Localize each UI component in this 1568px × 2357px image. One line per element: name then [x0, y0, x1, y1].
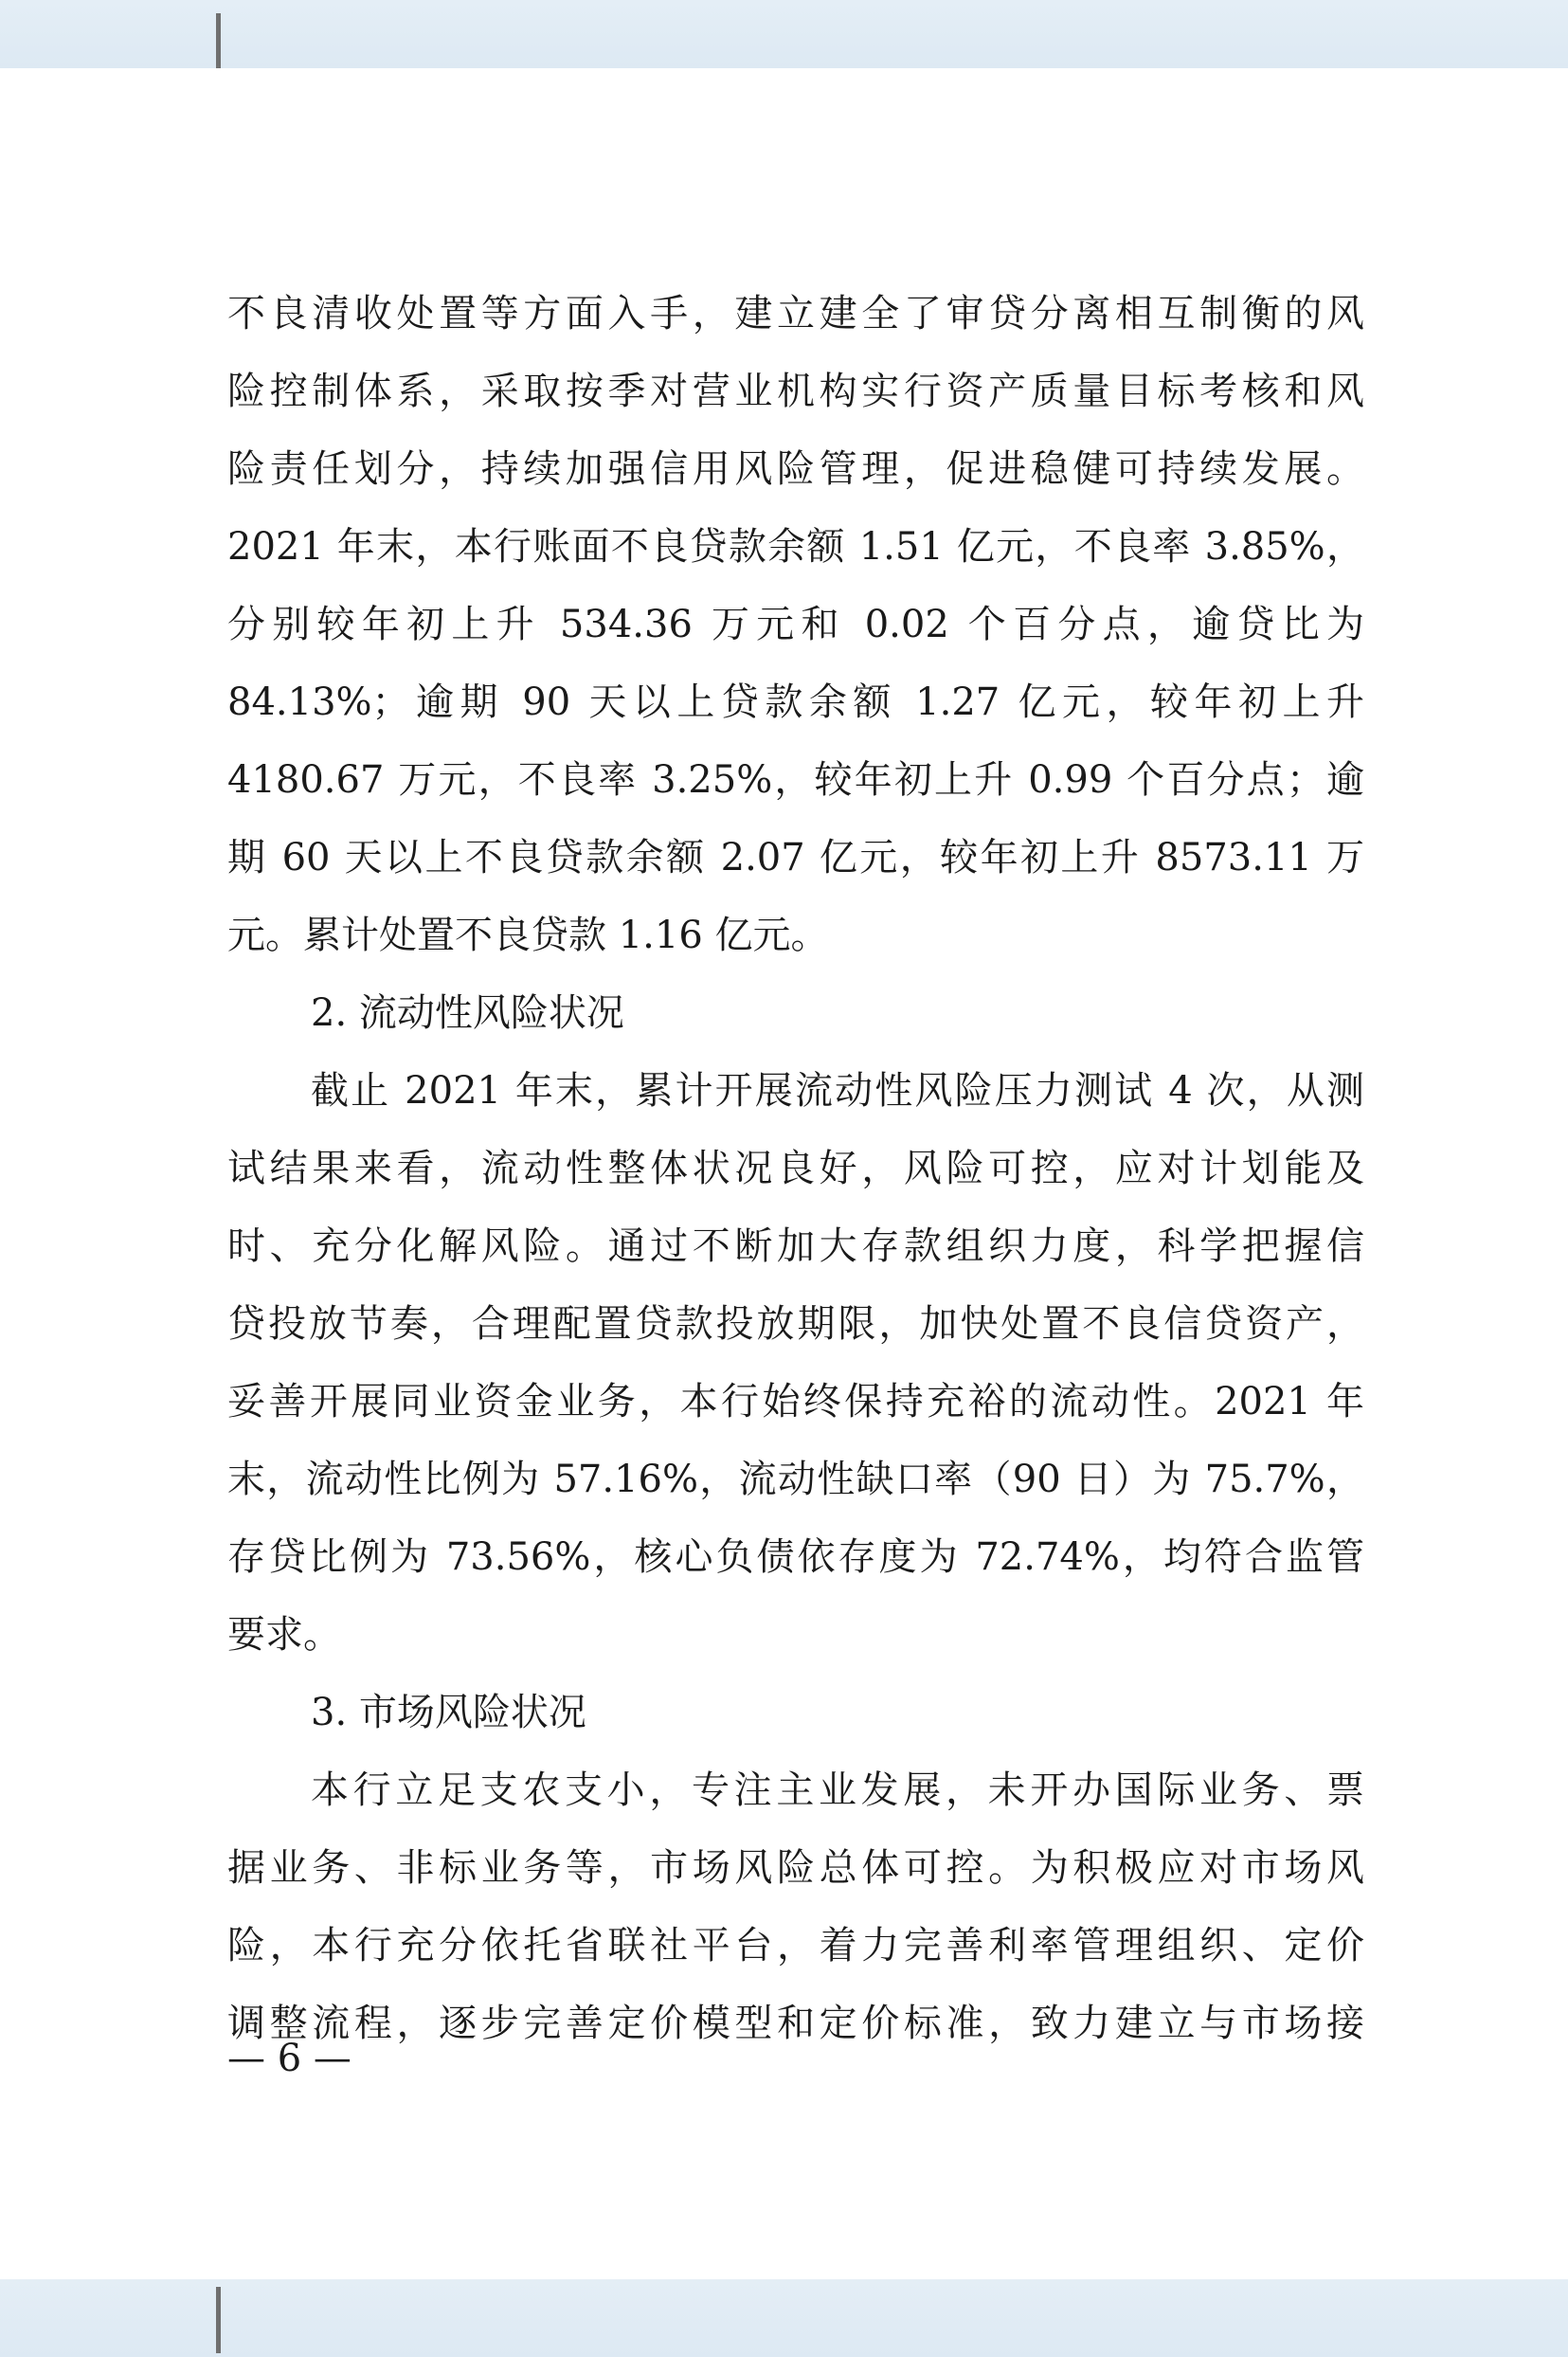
text-line: 险，本行充分依托省联社平台，着力完善利率管理组织、定价	[227, 1924, 1364, 1967]
text-line: 分别较年初上升 534.36 万元和 0.02 个百分点，逾贷比为	[227, 603, 1364, 646]
text-line: 时、充分化解风险。通过不断加大存款组织力度，科学把握信	[227, 1224, 1364, 1268]
text-line: 险控制体系，采取按季对营业机构实行资产质量目标考核和风	[227, 370, 1364, 413]
text-line: 要求。	[227, 1613, 341, 1657]
text-line: 2021 年末，本行账面不良贷款余额 1.51 亿元，不良率 3.85%，	[227, 525, 1364, 569]
text-line: 84.13%；逾期 90 天以上贷款余额 1.27 亿元，较年初上升	[227, 680, 1364, 724]
text-line: 本行立足支农支小，专注主业发展，未开办国际业务、票	[311, 1768, 1364, 1812]
text-line: 险责任划分，持续加强信用风险管理，促进稳健可持续发展。	[227, 447, 1364, 491]
text-line: 元。累计处置不良贷款 1.16 亿元。	[227, 914, 829, 957]
scan-edge-top	[0, 0, 1568, 68]
text-line: 期 60 天以上不良贷款余额 2.07 亿元，较年初上升 8573.11 万	[227, 836, 1364, 879]
text-line: 3. 市场风险状况	[311, 1691, 586, 1734]
page-number: — 6 —	[227, 2037, 351, 2080]
text-line: 2. 流动性风险状况	[311, 991, 624, 1035]
text-line: 截止 2021 年末，累计开展流动性风险压力测试 4 次，从测	[311, 1069, 1364, 1113]
text-line: 不良清收处置等方面入手，建立建全了审贷分离相互制衡的风	[227, 292, 1364, 335]
text-line: 调整流程，逐步完善定价模型和定价标准，致力建立与市场接	[227, 2002, 1364, 2045]
binding-mark-top	[216, 13, 221, 68]
text-line: 试结果来看，流动性整体状况良好，风险可控，应对计划能及	[227, 1147, 1364, 1190]
scan-edge-bottom	[0, 2279, 1568, 2357]
text-line: 存贷比例为 73.56%，核心负债依存度为 72.74%，均符合监管	[227, 1535, 1364, 1579]
text-line: 据业务、非标业务等，市场风险总体可控。为积极应对市场风	[227, 1846, 1364, 1890]
text-line: 妥善开展同业资金业务，本行始终保持充裕的流动性。2021 年	[227, 1380, 1364, 1423]
text-line: 4180.67 万元，不良率 3.25%，较年初上升 0.99 个百分点；逾	[227, 758, 1364, 802]
text-line: 末，流动性比例为 57.16%，流动性缺口率（90 日）为 75.7%，	[227, 1458, 1364, 1501]
text-line: 贷投放节奏，合理配置贷款投放期限，加快处置不良信贷资产，	[227, 1302, 1364, 1346]
binding-mark-bottom	[216, 2287, 221, 2353]
document-body	[227, 275, 1364, 2062]
